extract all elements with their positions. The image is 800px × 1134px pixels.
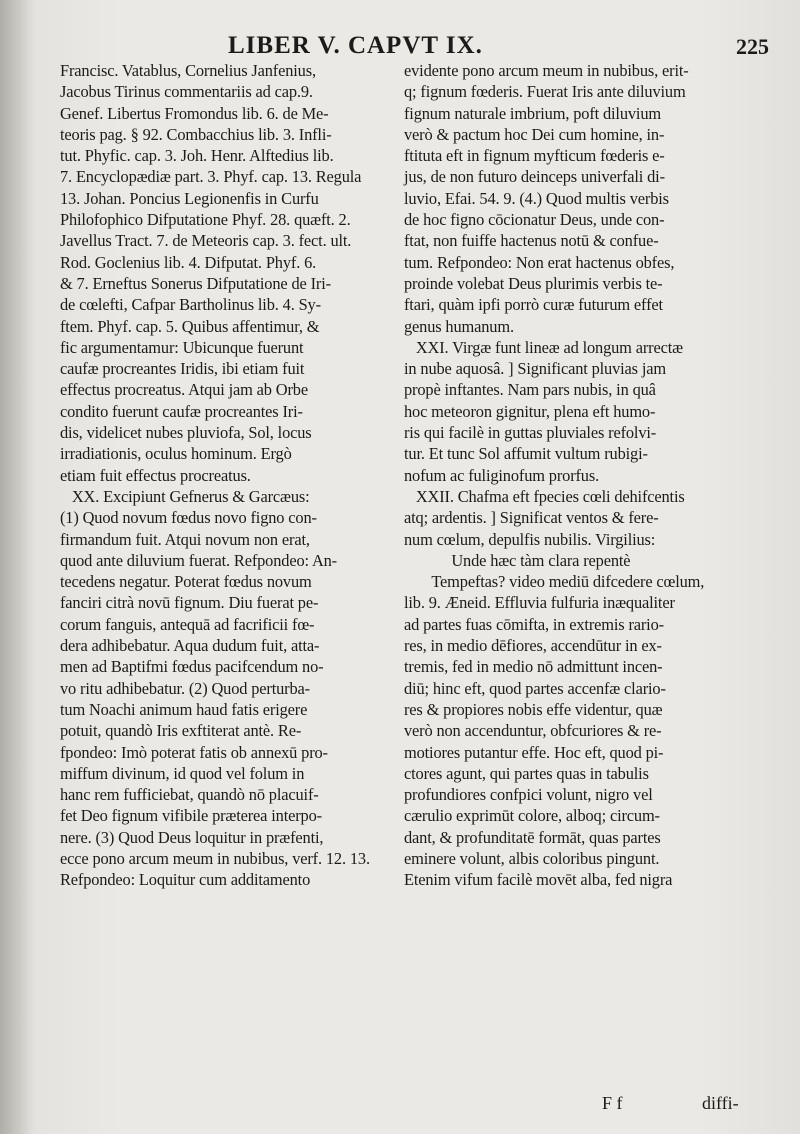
signature-mark: F f <box>602 1093 623 1113</box>
text-line: evidente pono arcum meum in nubibus, erit- <box>404 61 689 80</box>
text-line: cærulio exprimūt colore, alboq; circum- <box>404 806 660 826</box>
text-line: 7. Encyclopædiæ part. 3. Phyf. cap. 13. Regula <box>60 167 362 187</box>
text-line: dera adhibebatur. Aqua dudum fuit, atta- <box>60 636 320 656</box>
text-line: Jacobus Tirinus commentariis ad cap.9. <box>60 82 313 102</box>
text-line: corum fanguis, antequā ad facrificii fœ- <box>60 614 315 634</box>
text-line: proinde volebat Deus plurimis verbis te- <box>404 273 663 293</box>
text-line: res & propiores nobis effe videntur, quæ <box>404 699 663 719</box>
text-line: genus humanum. <box>404 316 514 336</box>
text-line: Tempeftas? video mediū difcedere cœlum, <box>404 572 705 592</box>
text-line: eminere volunt, albis coloribus pingunt. <box>404 848 660 868</box>
text-line: teoris pag. § 92. Combacchius lib. 3. Infli- <box>60 124 332 144</box>
gutter-shadow <box>0 0 36 1134</box>
left-text-column <box>60 60 392 891</box>
text-line: de cœlefti, Cafpar Bartholinus lib. 4. Sy- <box>60 295 321 315</box>
text-line: quod ante diluvium fuerat. Refpondeo: An- <box>60 550 337 570</box>
text-line: lib. 9. Æneid. Effluvia fulfuria inæqualiter <box>404 593 675 613</box>
text-line: ctores agunt, qui partes quas in tabulis <box>404 763 649 783</box>
text-line: hoc meteoron gignitur, plena eft humo- <box>404 401 656 421</box>
text-line: etiam fuit effectus procreatus. <box>60 465 251 485</box>
text-line: 13. Johan. Poncius Legionenfis in Curfu <box>60 188 319 208</box>
text-line: dis, videlicet nubes pluviofa, Sol, locus <box>60 423 312 443</box>
text-line: effectus procreatus. Atqui jam ab Orbe <box>60 380 308 400</box>
text-line: ftari, quàm ipfi porrò curæ futurum effet <box>404 295 663 315</box>
text-line: XXII. Chafma eft fpecies cœli dehifcentis <box>404 486 685 506</box>
text-line: nofum ac fuliginofum prorfus. <box>404 465 600 485</box>
text-line: potuit, quandò Iris exftiterat antè. Re- <box>60 721 302 741</box>
text-line: fpondeo: Imò poterat fatis ob annexū pro- <box>60 742 328 762</box>
text-line: & 7. Erneftus Sonerus Difputatione de Iri- <box>60 273 331 293</box>
text-line: Philofophico Difputatione Phyf. 28. quæft. 2. <box>60 210 351 230</box>
text-line: Etenim vifum facilè movēt alba, fed nigra <box>404 870 673 890</box>
text-line: ris qui facilè in guttas pluviales refolvi- <box>404 423 657 443</box>
running-head: LIBER V. CAPVT IX. <box>228 32 483 59</box>
text-line: num cœlum, depulfis nubilis. Virgilius: <box>404 529 656 549</box>
text-line: fic argumentamur: Ubicunque fuerunt <box>60 337 304 357</box>
text-line: firmandum fuit. Atqui novum non erat, <box>60 529 310 549</box>
text-line: tum. Refpondeo: Non erat hactenus obfes, <box>404 252 675 272</box>
text-line: in nube aquosâ. ] Significant pluvias jam <box>404 359 666 379</box>
text-line: verò non accenduntur, obfcuriores & re- <box>404 721 662 741</box>
text-line: propè inftantes. Nam pars nubis, in quâ <box>404 380 656 400</box>
text-line: Francisc. Vatablus, Cornelius Janfenius, <box>60 61 316 80</box>
text-line: res, in medio dēfiores, accendūtur in ex- <box>404 636 662 656</box>
text-line: Rod. Goclenius lib. 4. Difputat. Phyf. 6. <box>60 252 317 272</box>
text-line: (1) Quod novum fœdus novo figno con- <box>60 508 317 528</box>
text-line: tecedens negatur. Poterat fœdus novum <box>60 572 312 592</box>
page-number: 225 <box>736 34 769 59</box>
text-line: tum Noachi animum haud fatis erigere <box>60 699 308 719</box>
text-line: Refpondeo: Loquitur cum additamento <box>60 870 311 890</box>
text-line: ftituta eft in fignum myfticum fœderis e- <box>404 146 665 166</box>
text-line: profundiores confpici volunt, nigro vel <box>404 785 653 805</box>
text-line: Javellus Tract. 7. de Meteoris cap. 3. fect. ult. <box>60 231 352 251</box>
text-line: fanciri citrà novū fignum. Diu fuerat pe- <box>60 593 319 613</box>
text-line: XXI. Virgæ funt lineæ ad longum arrectæ <box>404 337 683 357</box>
text-line: diū; hinc eft, quod partes accenfæ clario- <box>404 678 666 698</box>
text-line: irradiationis, oculus hominum. Ergò <box>60 444 292 464</box>
text-line: luvio, Efai. 54. 9. (4.) Quod multis verbis <box>404 188 669 208</box>
text-line: XX. Excipiunt Gefnerus & Garcæus: <box>60 486 310 506</box>
text-line: ftem. Phyf. cap. 5. Quibus affentimur, & <box>60 316 320 336</box>
text-line: motiores putantur effe. Hoc eft, quod pi- <box>404 742 664 762</box>
text-line: q; fignum fœderis. Fuerat Iris ante diluvium <box>404 82 686 102</box>
text-line: atq; ardentis. ] Significat ventos & fere- <box>404 508 659 528</box>
text-line: ecce pono arcum meum in nubibus, verf. 12. 13. <box>60 848 370 868</box>
text-line: tremis, fed in medio nō admittunt incen- <box>404 657 663 677</box>
catchword: diffi- <box>702 1093 739 1113</box>
page-header <box>0 28 800 60</box>
text-line: dant, & profunditatē formāt, quas partes <box>404 827 661 847</box>
text-line: ftat, non fuiffe hactenus notū & confue- <box>404 231 659 251</box>
text-line: caufæ procreantes Iridis, ibi etiam fuit <box>60 359 305 379</box>
text-line: men ad Baptifmi fœdus pacifcendum no- <box>60 657 324 677</box>
text-line: miffum divinum, id quod vel folum in <box>60 763 305 783</box>
text-line: nere. (3) Quod Deus loquitur in præfenti, <box>60 827 324 847</box>
text-line: tur. Et tunc Sol affumit vultum rubigi- <box>404 444 648 464</box>
text-line: fignum naturale imbrium, poft diluvium <box>404 103 661 123</box>
right-text-column <box>404 60 790 891</box>
text-line: ad partes fuas cōmifta, in extremis rario- <box>404 614 664 634</box>
text-line: fet Deo fignum vifibile præterea interpo- <box>60 806 322 826</box>
text-line: hanc rem fufficiebat, quandò nō placuif- <box>60 785 319 805</box>
text-line: verò & pactum hoc Dei cum homine, in- <box>404 124 665 144</box>
text-line: tut. Phyfic. cap. 3. Joh. Henr. Alftedius lib. <box>60 146 334 166</box>
text-line: vo ritu adhibebatur. (2) Quod perturba- <box>60 678 310 698</box>
catchword-line <box>562 1093 792 1115</box>
text-line: jus, de non futuro deinceps univerfali di- <box>404 167 665 187</box>
text-line: Genef. Libertus Fromondus lib. 6. de Me- <box>60 103 329 123</box>
text-line: condito fuerunt caufæ procreantes Iri- <box>60 401 303 421</box>
text-line: de hoc figno cōcionatur Deus, unde con- <box>404 210 665 230</box>
text-line: Unde hæc tàm clara repentè <box>404 550 631 570</box>
